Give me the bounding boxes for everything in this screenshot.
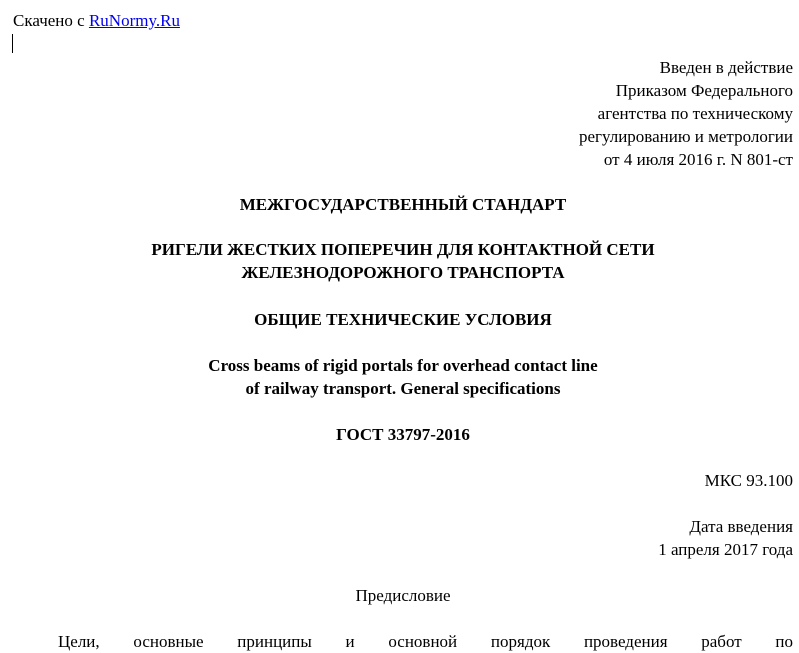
standard-subtitle [0, 308, 799, 331]
approval-line: от 4 июля 2016 г. N 801-ст [603, 150, 793, 169]
standard-type-text: МЕЖГОСУДАРСТВЕННЫЙ СТАНДАРТ [239, 195, 567, 214]
preface-heading: Предисловие [355, 586, 451, 605]
intro-date-value: 1 апреля 2017 года [658, 540, 793, 559]
mks-code: МКС 93.100 [704, 471, 793, 490]
approval-line: регулированию и метрологии [578, 127, 793, 146]
standard-type [0, 193, 799, 216]
subtitle-text: ОБЩИЕ ТЕХНИЧЕСКИЕ УСЛОВИЯ [254, 310, 552, 329]
intro-date-label: Дата введения [689, 517, 793, 536]
approval-line: Введен в действие [659, 58, 793, 77]
standard-title-ru [0, 238, 799, 284]
text-cursor [12, 34, 13, 53]
title-en-line: Cross beams of rigid portals for overhead contact line [208, 356, 598, 375]
standard-title-en [0, 354, 799, 400]
standard-number [0, 423, 799, 446]
approval-line: агентства по техническому [597, 104, 793, 123]
standard-number-text: ГОСТ 33797-2016 [336, 425, 470, 444]
approval-block [579, 56, 793, 171]
source-prefix: Скачено с [13, 11, 89, 30]
title-ru-line: ЖЕЛЕЗНОДОРОЖНОГО ТРАНСПОРТА [241, 263, 565, 282]
intro-date-block [658, 515, 793, 561]
title-ru-line: РИГЕЛИ ЖЕСТКИХ ПОПЕРЕЧИН ДЛЯ КОНТАКТНОЙ СЕТИ [151, 240, 655, 259]
source-line [13, 9, 180, 32]
source-link[interactable]: RuNormy.Ru [88, 11, 180, 30]
preface-paragraph: Цели, основные принципы и основной порядок проведения работ по [58, 632, 793, 651]
title-en-line: of railway transport. General specifications [245, 379, 561, 398]
approval-line: Приказом Федерального [615, 81, 793, 100]
